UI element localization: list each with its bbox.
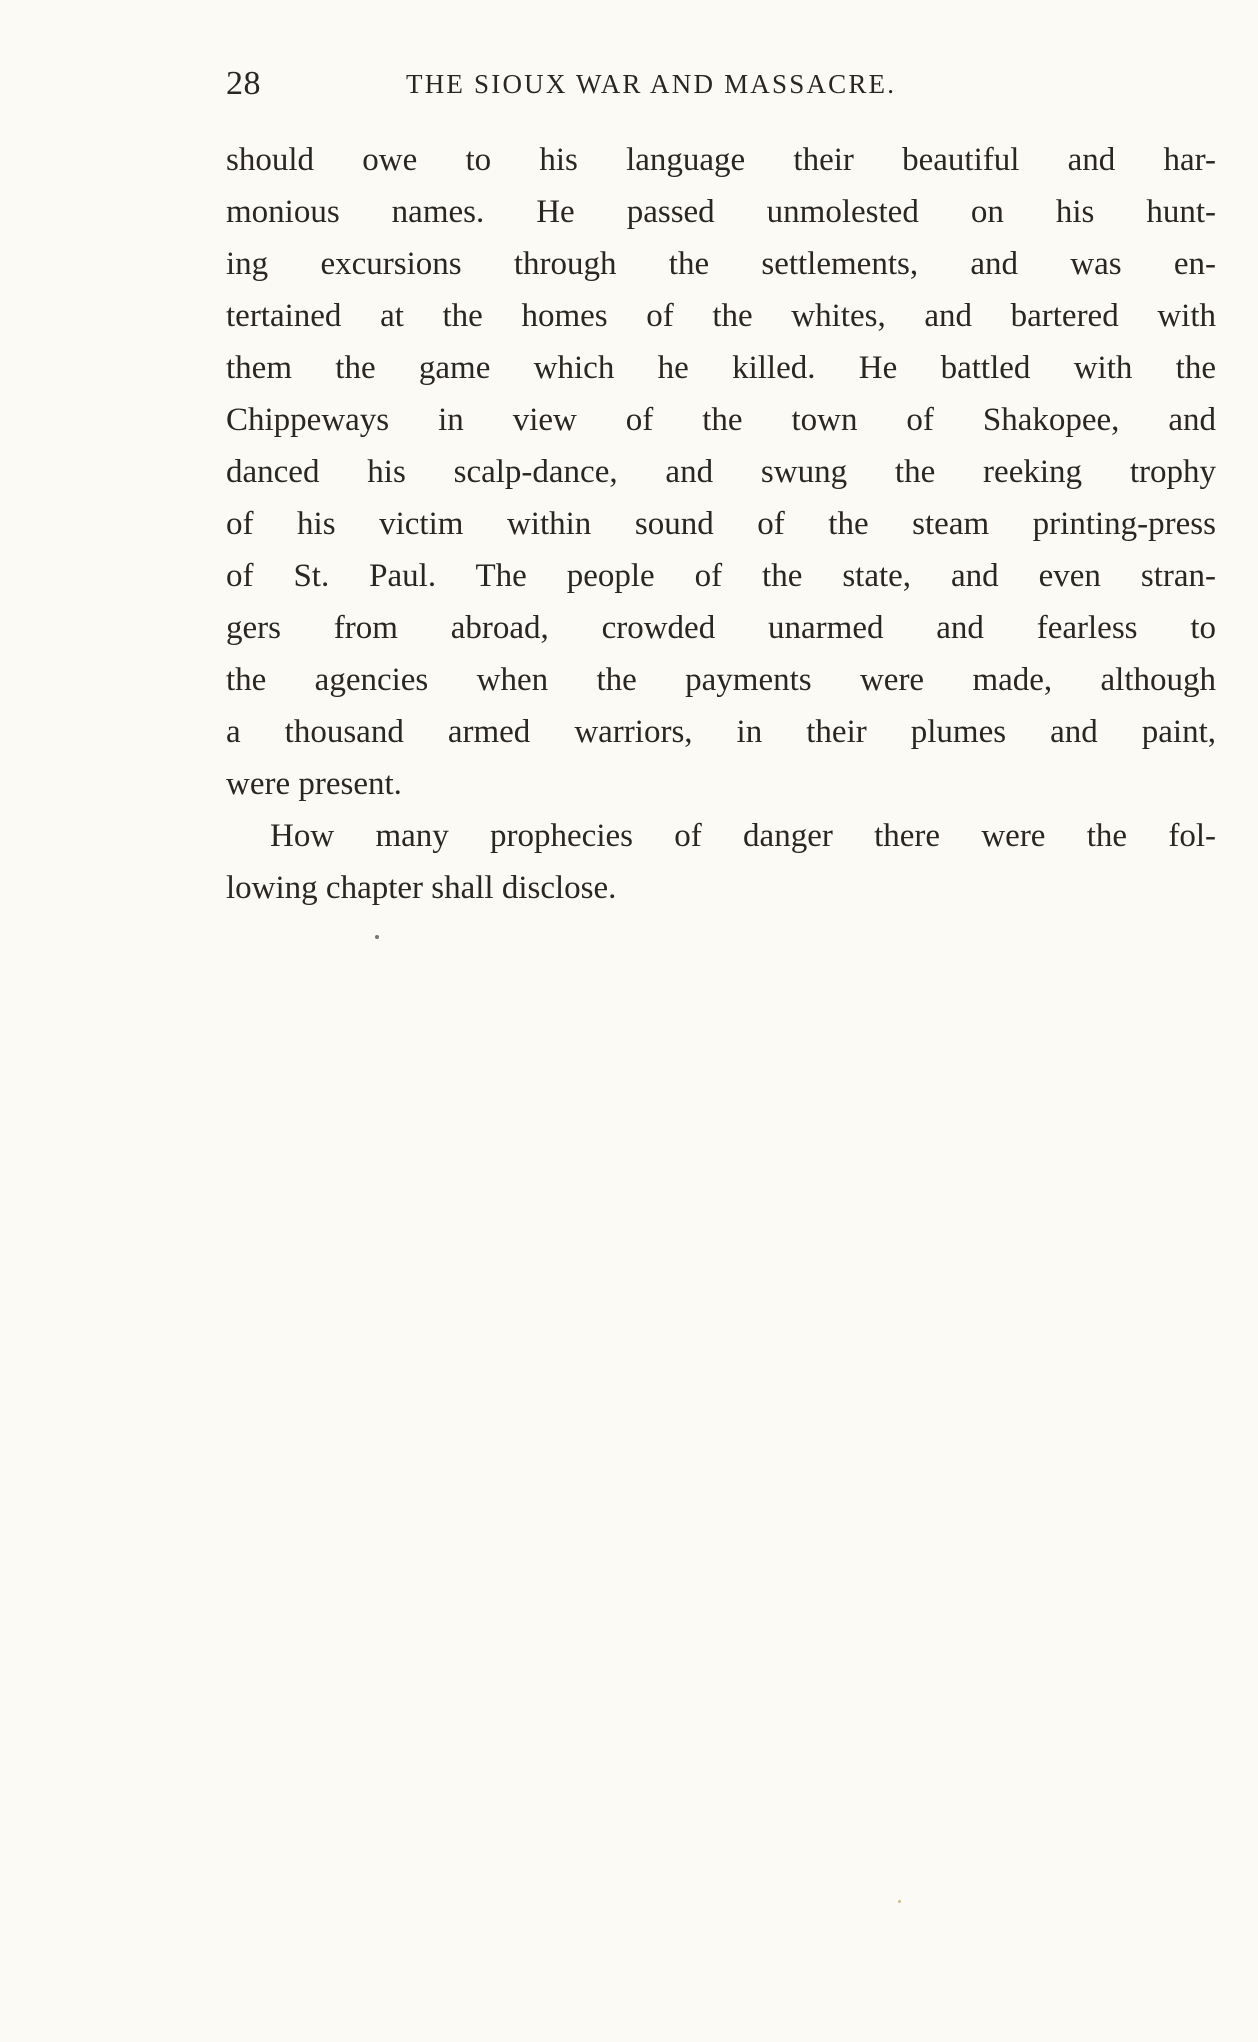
text-line: gers from abroad, crowded unarmed and fearless to xyxy=(226,610,1216,646)
running-title: THE SIOUX WAR AND MASSACRE. xyxy=(406,69,897,99)
text-line: Chippeways in view of the town of Shakopee, and xyxy=(226,402,1216,438)
text-line: a thousand armed warriors, in their plumes and paint, xyxy=(226,714,1216,750)
text-line: ing excursions through the settlements, and was en- xyxy=(226,246,1216,282)
text-line: them the game which he killed. He battled with the xyxy=(226,350,1216,386)
text-line: danced his scalp-dance, and swung the reeking trophy xyxy=(226,454,1216,490)
text-line: the agencies when the payments were made, although xyxy=(226,662,1216,698)
running-head xyxy=(226,62,1216,106)
body-text xyxy=(226,134,1216,914)
text-line: lowing chapter shall disclose. xyxy=(226,870,617,906)
text-line: were present. xyxy=(226,766,402,802)
text-line: monious names. He passed unmolested on his hunt- xyxy=(226,194,1216,230)
text-line: of his victim within sound of the steam printing-press xyxy=(226,506,1216,542)
text-line: of St. Paul. The people of the state, and even stran- xyxy=(226,558,1216,594)
text-line: How many prophecies of danger there were the fol- xyxy=(270,818,1216,854)
paper-speck xyxy=(898,1900,901,1903)
paragraph-2 xyxy=(226,810,1216,914)
text-line: tertained at the homes of the whites, and bartered with xyxy=(226,298,1216,334)
text-line: should owe to his language their beautiful and har- xyxy=(226,142,1216,178)
page-number: 28 xyxy=(226,65,261,102)
paper-speck xyxy=(375,935,379,939)
paragraph-1 xyxy=(226,134,1216,810)
